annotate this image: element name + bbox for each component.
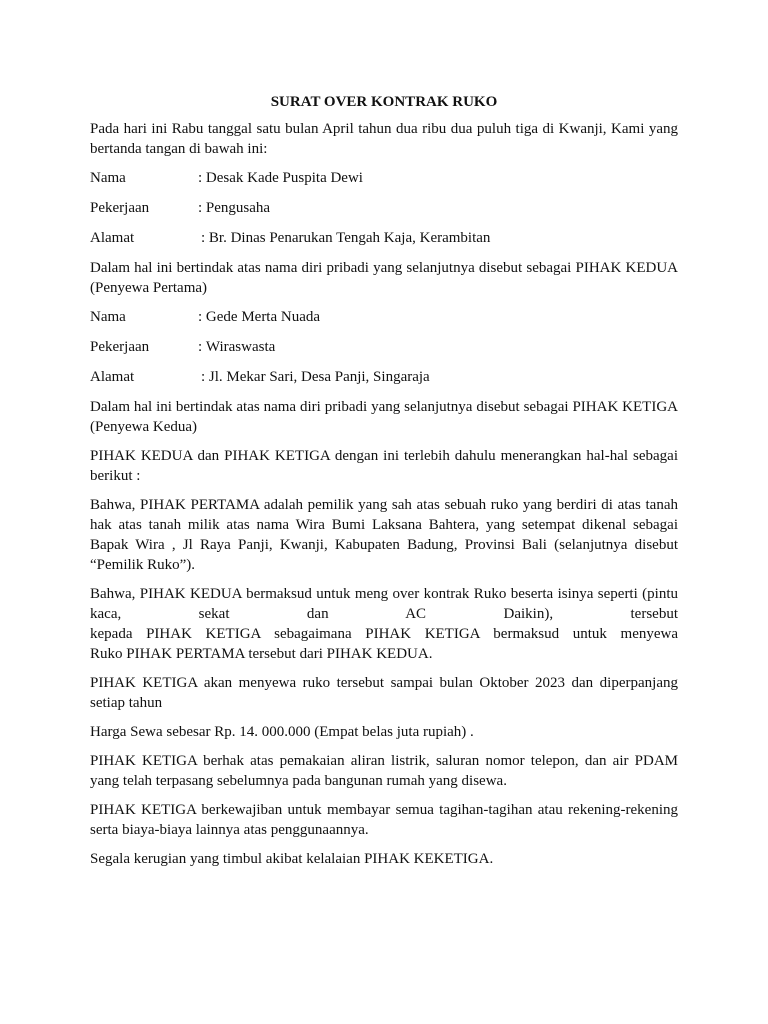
transfer-clause-paragraph — [90, 584, 678, 664]
loss-clause-paragraph: Segala kerugian yang timbul akibat kelalaian PIHAK KEKETIGA. — [90, 851, 494, 867]
name-separator: : — [198, 170, 203, 186]
address-label: Alamat — [90, 369, 135, 385]
statement-intro-paragraph: PIHAK KEDUA dan PIHAK KETIGA dengan ini terlebih dahulu menerangkan hal-hal sebagai berikut : — [90, 448, 678, 484]
price-clause-paragraph: Harga Sewa sebesar Rp. 14. 000.000 (Empat belas juta rupiah) . — [90, 724, 474, 740]
party-two-job-row — [90, 337, 678, 357]
party-two-name-value: Gede Merta Nuada — [205, 309, 321, 325]
party-one-address-value: Br. Dinas Penarukan Tengah Kaja, Kerambitan — [208, 230, 491, 246]
party-two-name-row — [90, 307, 678, 327]
transfer-clause-line-3: kepada PIHAK KETIGA sebagaimana PIHAK KETIGA bermaksud untuk menyewa — [90, 626, 678, 642]
document-body — [90, 92, 678, 878]
party-one-name-row — [90, 168, 678, 188]
period-clause-paragraph: PIHAK KETIGA akan menyewa ruko tersebut sampai bulan Oktober 2023 dan diperpanjang setiap tahun — [90, 675, 678, 711]
party-one-name-value: Desak Kade Puspita Dewi — [205, 170, 363, 186]
party-one-address — [205, 228, 678, 248]
address-separator: : — [201, 369, 206, 385]
party-two-job-value: Wiraswasta — [205, 339, 276, 355]
party-two-job — [202, 337, 678, 357]
name-separator: : — [198, 309, 203, 325]
party-one-role-paragraph: Dalam hal ini bertindak atas nama diri pribadi yang selanjutnya disebut sebagai PIHAK KEDUA (Penyewa Pertama) — [90, 260, 678, 296]
job-label: Pekerjaan — [90, 200, 150, 216]
party-two-address-row — [90, 367, 678, 387]
transfer-clause-line-4: Ruko PIHAK PERTAMA tersebut dari PIHAK KEDUA. — [90, 646, 433, 662]
address-label: Alamat — [90, 230, 135, 246]
name-label: Nama — [90, 309, 126, 325]
transfer-clause-line-2: kaca, sekat dan AC Daikin), tersebut — [90, 606, 678, 622]
address-separator: : — [201, 230, 206, 246]
job-label: Pekerjaan — [90, 339, 150, 355]
document-title: SURAT OVER KONTRAK RUKO — [270, 94, 498, 110]
party-two-name — [202, 307, 678, 327]
party-two-role-paragraph: Dalam hal ini bertindak atas nama diri pribadi yang selanjutnya disebut sebagai PIHAK KETIGA (Penyewa Kedua) — [90, 399, 678, 435]
party-one-name — [202, 168, 678, 188]
intro-paragraph: Pada hari ini Rabu tanggal satu bulan April tahun dua ribu dua puluh tiga di Kwanji, Kami yang bertanda tangan di bawah ini: — [90, 121, 678, 157]
owner-clause-paragraph: Bahwa, PIHAK PERTAMA adalah pemilik yang sah atas sebuah ruko yang berdiri di atas tanah hak atas tanah milik atas nama Wira Bumi Laksana Bahtera, yang setempat dikenal sebagai Bapak Wira , Jl Raya Panji, Kwanji, Kabupaten Badung, Provinsi Bali (selanjutnya disebut “Pemilik Ruko”). — [90, 497, 678, 573]
utilities-clause-paragraph: PIHAK KETIGA berhak atas pemakaian aliran listrik, saluran nomor telepon, dan air PDAM yang telah terpasang sebelumnya pada bangunan rumah yang disewa. — [90, 753, 678, 789]
party-one-job-row — [90, 198, 678, 218]
job-separator: : — [198, 200, 203, 216]
party-one-address-row — [90, 228, 678, 248]
job-separator: : — [198, 339, 203, 355]
obligation-clause-paragraph: PIHAK KETIGA berkewajiban untuk membayar semua tagihan-tagihan atau rekening-rekening serta biaya-biaya lainnya atas penggunaannya. — [90, 802, 678, 838]
name-label: Nama — [90, 170, 126, 186]
transfer-clause-line-1: Bahwa, PIHAK KEDUA bermaksud untuk meng over kontrak Ruko beserta isinya seperti (pintu — [90, 586, 678, 602]
party-one-job-value: Pengusaha — [205, 200, 271, 216]
party-one-job — [202, 198, 678, 218]
party-two-address-value: Jl. Mekar Sari, Desa Panji, Singaraja — [208, 369, 430, 385]
party-two-address — [205, 367, 678, 387]
